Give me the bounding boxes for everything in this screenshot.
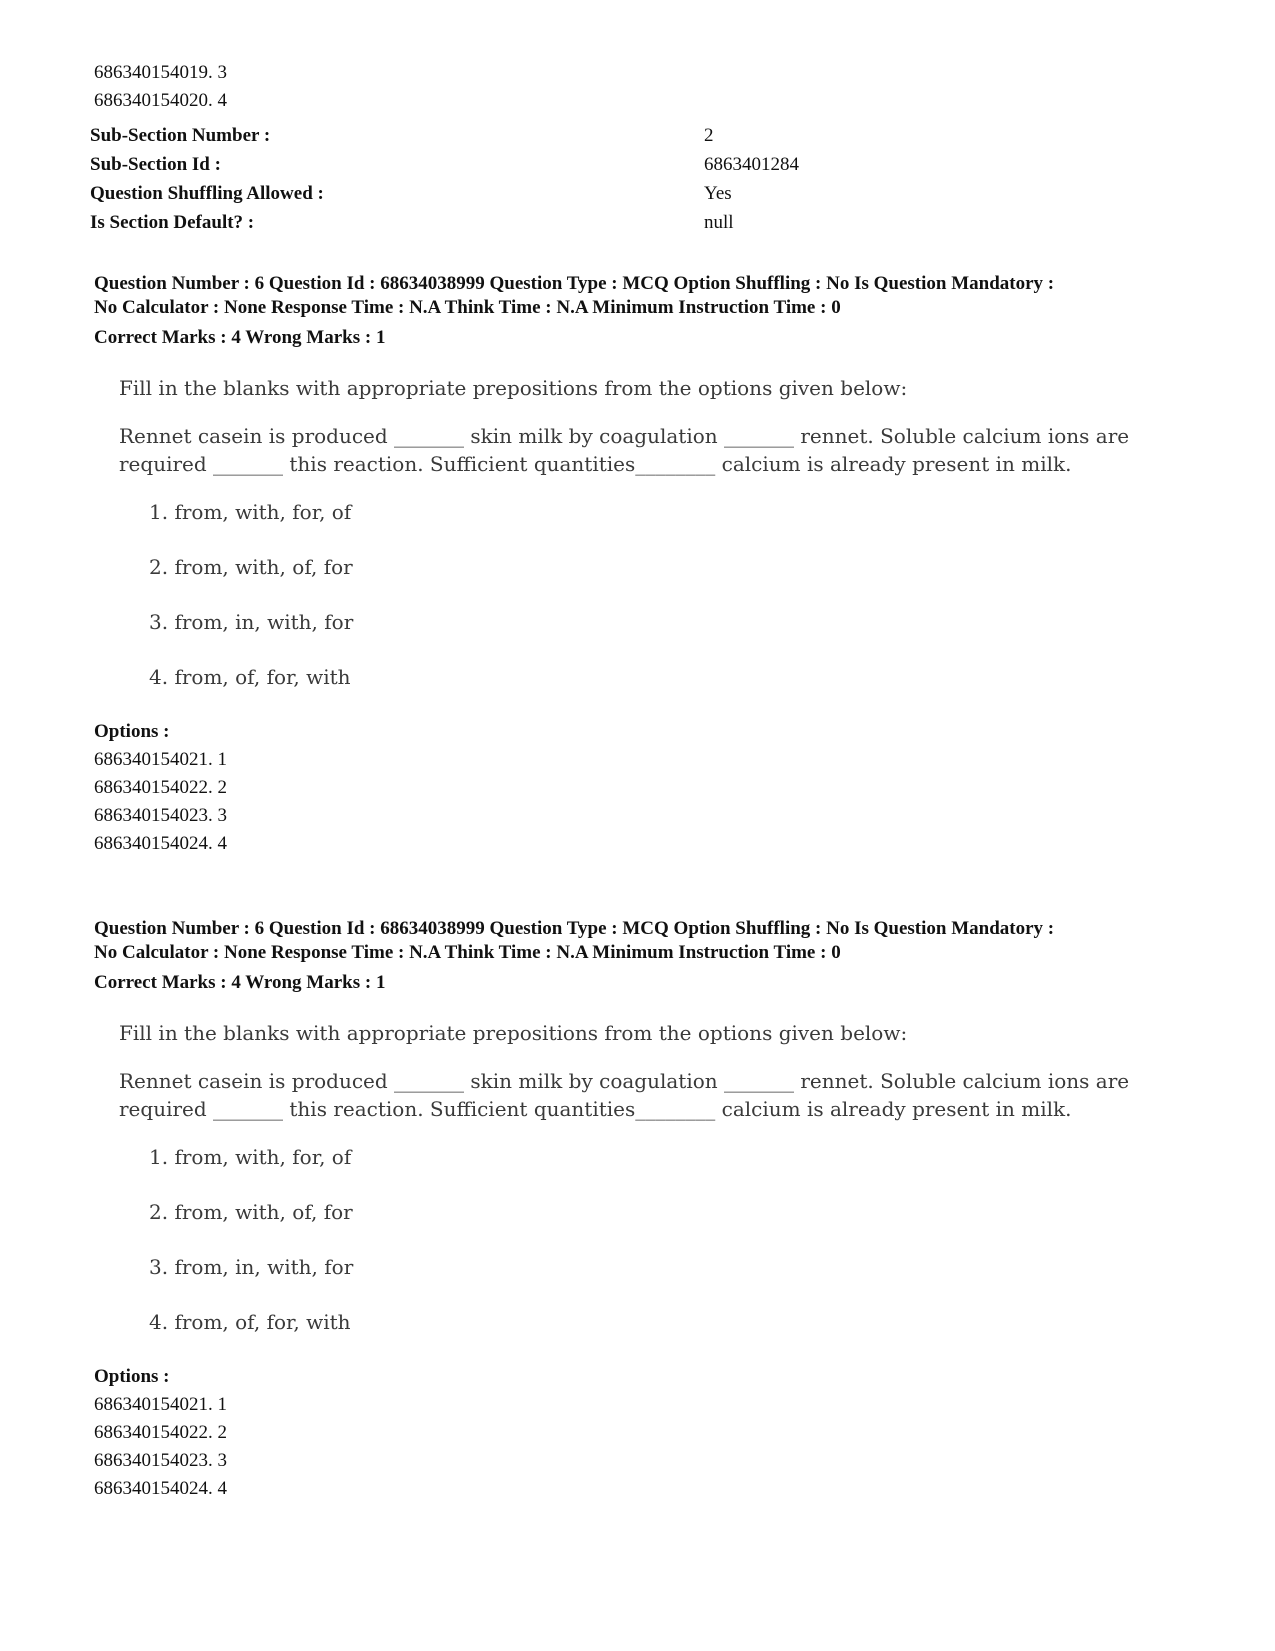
answer-choice-list (149, 498, 1194, 718)
passage-line: required _______ this reaction. Sufficient quantities________ calcium is already present in milk. (119, 1097, 1072, 1121)
answer-choice: 4. from, of, for, with (149, 1310, 351, 1334)
answer-choice: 1. from, with, for, of (149, 500, 352, 524)
subsection-id-label: Sub-Section Id : (90, 154, 221, 175)
question-block (94, 272, 1194, 858)
subsection-number-value: 2 (704, 125, 714, 146)
option-line: 686340154023. 3 (94, 1450, 227, 1471)
answer-choice: 2. from, with, of, for (149, 555, 353, 579)
subsection-number-row (90, 121, 990, 150)
answer-choice: 4. from, of, for, with (149, 665, 351, 689)
answer-choice: 2. from, with, of, for (149, 1200, 353, 1224)
option-line: 686340154022. 2 (94, 1422, 227, 1443)
question-marks: Correct Marks : 4 Wrong Marks : 1 (94, 972, 386, 993)
subsection-id-value: 6863401284 (704, 154, 799, 175)
section-default-value: null (704, 212, 734, 233)
option-line: 686340154024. 4 (94, 1478, 227, 1499)
answer-choice-list (149, 1143, 1194, 1363)
passage-line: Rennet casein is produced _______ skin milk by coagulation _______ rennet. Soluble calcium ions are (119, 1069, 1130, 1093)
option-line: 686340154024. 4 (94, 833, 227, 854)
option-line: 686340154023. 3 (94, 805, 227, 826)
option-line: 686340154021. 1 (94, 749, 227, 770)
section-default-row (90, 208, 990, 237)
question-body (119, 1019, 1194, 1363)
question-shuffling-label: Question Shuffling Allowed : (90, 183, 324, 204)
subsection-id-row (90, 150, 990, 179)
options-heading: Options : (94, 721, 170, 742)
answer-choice: 3. from, in, with, for (149, 1255, 354, 1279)
question-passage (119, 1067, 1194, 1123)
question-instruction: Fill in the blanks with appropriate prepositions from the options given below: (119, 1021, 908, 1045)
option-line: 686340154021. 1 (94, 1394, 227, 1415)
passage-line: Rennet casein is produced _______ skin milk by coagulation _______ rennet. Soluble calcium ions are (119, 424, 1130, 448)
question-meta-line: No Calculator : None Response Time : N.A Think Time : N.A Minimum Instruction Time : 0 (94, 297, 841, 318)
option-line: 686340154019. 3 (94, 62, 227, 83)
question-meta-line: Question Number : 6 Question Id : 68634038999 Question Type : MCQ Option Shuffling : No Is Question Mandatory : (94, 918, 1055, 939)
question-shuffling-row (90, 179, 990, 208)
question-body (119, 374, 1194, 718)
answer-choice: 1. from, with, for, of (149, 1145, 352, 1169)
question-block (94, 917, 1194, 1503)
question-passage (119, 422, 1194, 478)
question-meta-line: No Calculator : None Response Time : N.A Think Time : N.A Minimum Instruction Time : 0 (94, 942, 841, 963)
subsection-info (90, 121, 990, 237)
question-meta-line: Question Number : 6 Question Id : 68634038999 Question Type : MCQ Option Shuffling : No Is Question Mandatory : (94, 273, 1055, 294)
option-line: 686340154022. 2 (94, 777, 227, 798)
passage-line: required _______ this reaction. Sufficient quantities________ calcium is already present in milk. (119, 452, 1072, 476)
question-shuffling-value: Yes (704, 183, 732, 204)
option-line: 686340154020. 4 (94, 90, 227, 111)
answer-choice: 3. from, in, with, for (149, 610, 354, 634)
previous-options-list (94, 59, 227, 115)
question-marks: Correct Marks : 4 Wrong Marks : 1 (94, 327, 386, 348)
section-default-label: Is Section Default? : (90, 212, 255, 233)
options-heading: Options : (94, 1366, 170, 1387)
question-instruction: Fill in the blanks with appropriate prepositions from the options given below: (119, 376, 908, 400)
subsection-number-label: Sub-Section Number : (90, 125, 271, 146)
